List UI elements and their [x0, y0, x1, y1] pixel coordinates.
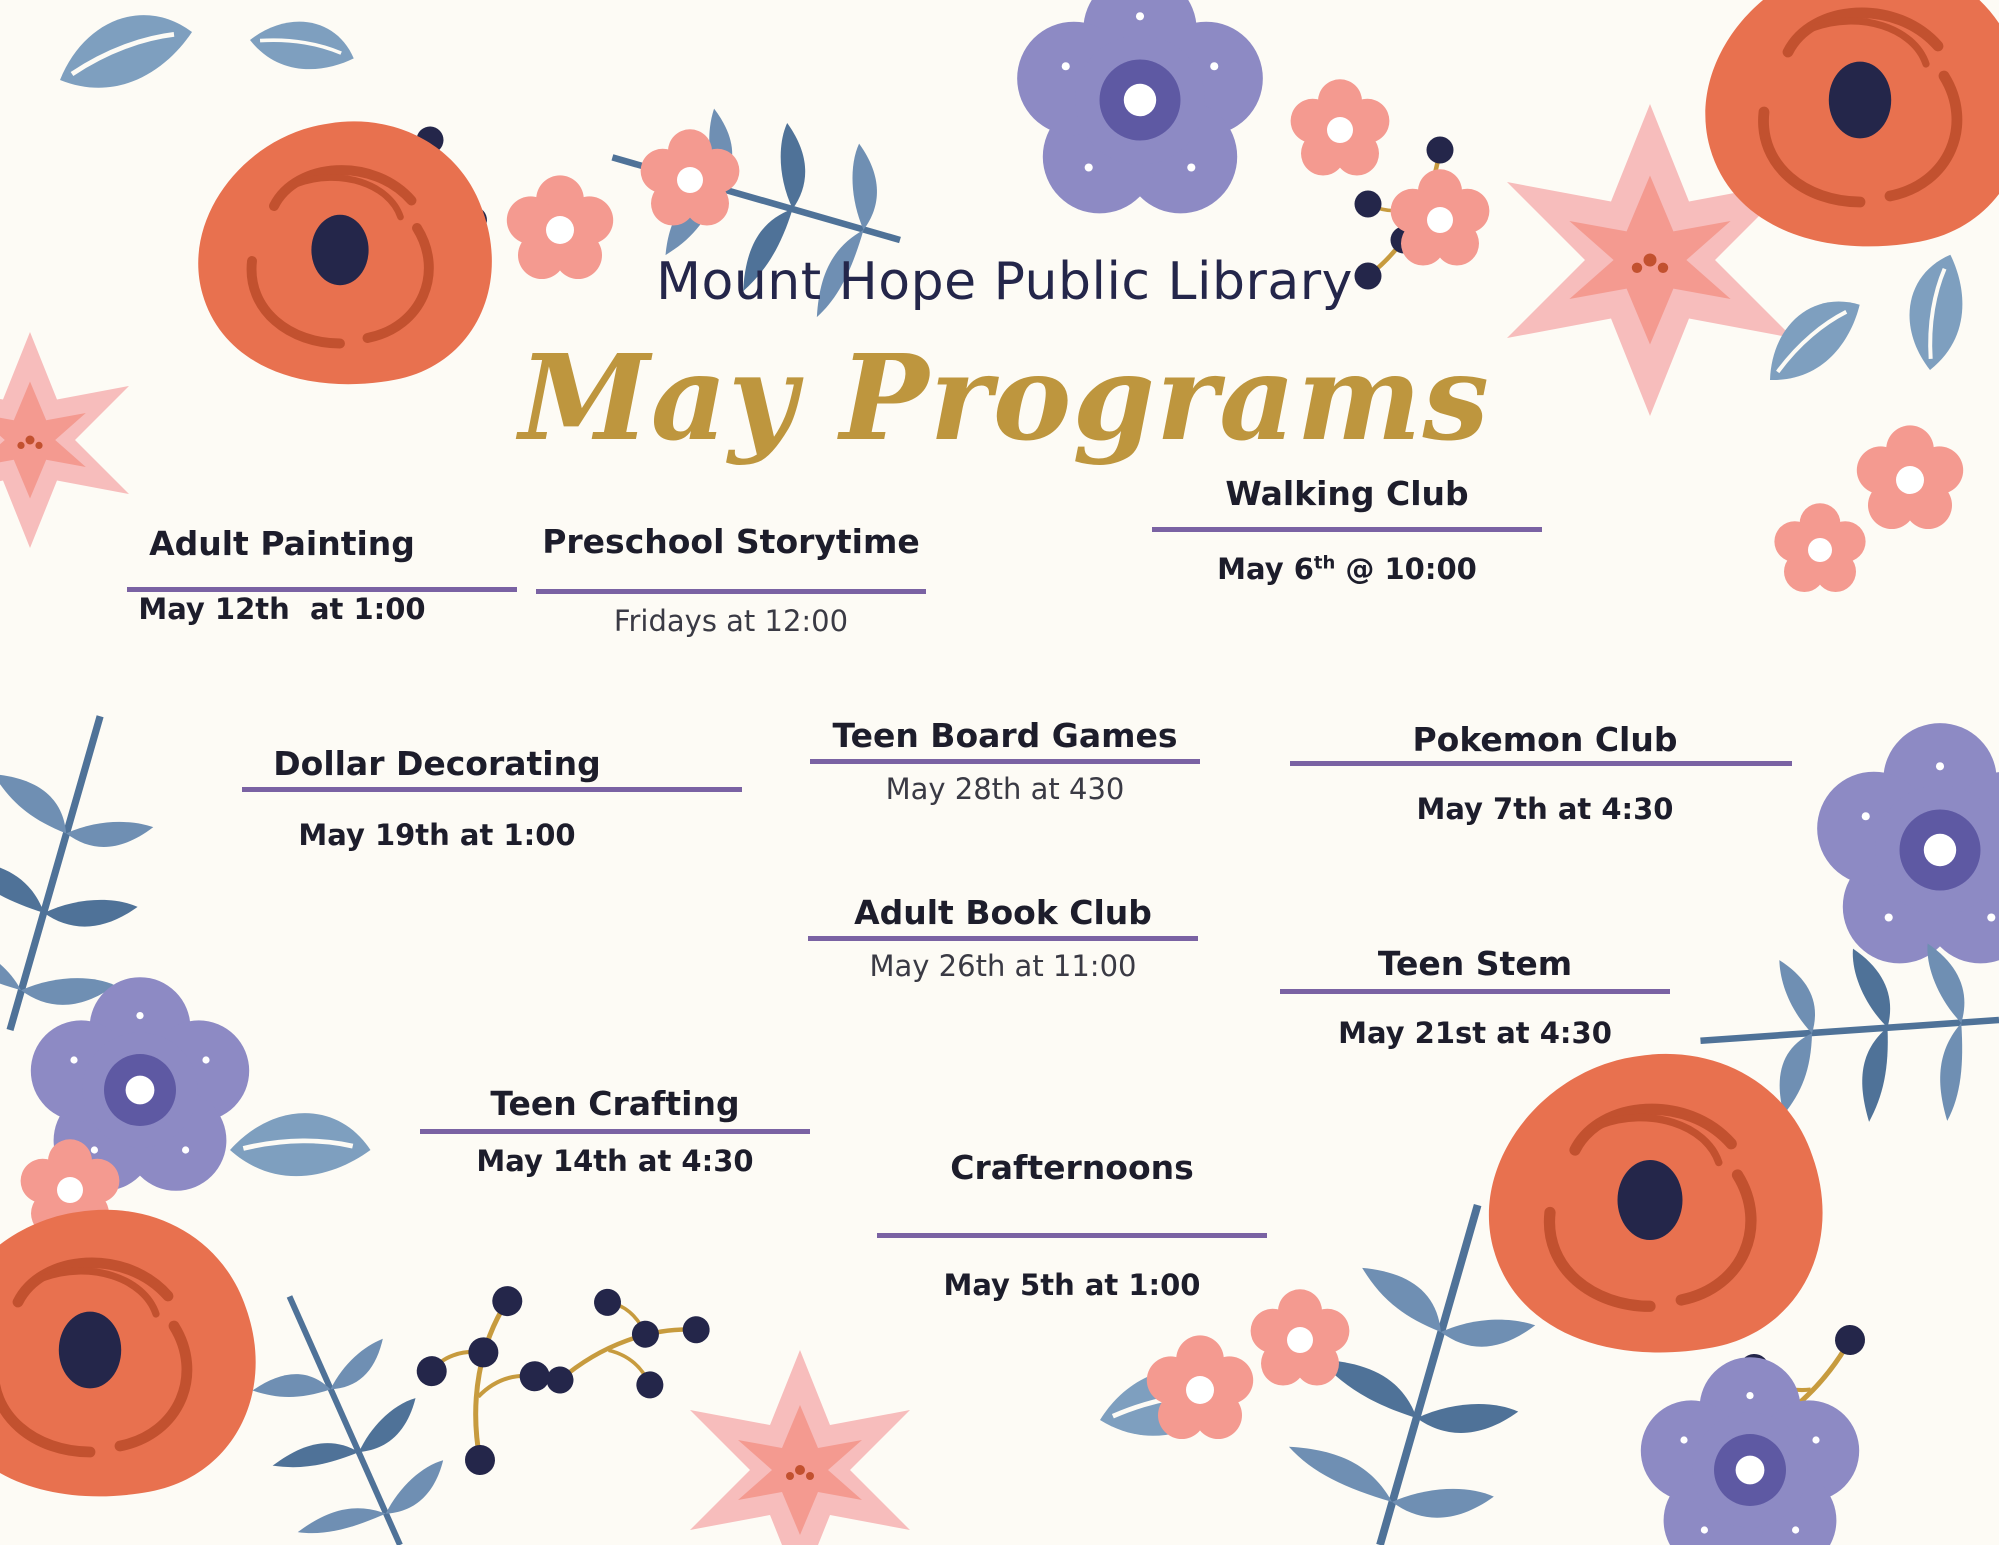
small-pink-flower-icon [1291, 79, 1390, 175]
program-pokemon-club [1290, 720, 1680, 826]
program-name: Adult Painting [149, 524, 415, 563]
program-crafternoons [877, 1148, 1267, 1302]
program-dollar-decorating [242, 744, 632, 852]
divider [808, 936, 1198, 941]
lavender-flower-icon [1641, 1357, 1859, 1545]
program-name: Pokemon Club [1412, 720, 1678, 759]
program-adult-book-club [808, 893, 1198, 983]
blue-leaf-icon [60, 15, 192, 88]
program-date: May 6th @ 10:00 [1217, 552, 1477, 586]
program-date: May 7th at 4:30 [1416, 792, 1674, 826]
program-date: May 19th at 1:00 [298, 818, 576, 852]
lavender-flower-icon [1817, 723, 1999, 963]
program-name: Walking Club [1225, 474, 1469, 513]
program-teen-board-games [810, 716, 1200, 806]
program-name: Teen Board Games [832, 716, 1178, 755]
program-date: May 12th at 1:00 [138, 592, 426, 626]
small-pink-flower-icon [1251, 1289, 1350, 1385]
pink-star-flower-icon [690, 1350, 910, 1545]
program-name: Teen Stem [1377, 944, 1573, 983]
divider [877, 1233, 1267, 1238]
program-walking-club [1152, 474, 1542, 586]
divider [1152, 527, 1542, 532]
program-date: May 28th at 430 [885, 772, 1125, 806]
program-adult-painting [127, 524, 517, 626]
program-date: May 14th at 4:30 [476, 1144, 754, 1178]
program-date: May 5th at 1:00 [943, 1268, 1201, 1302]
program-date: Fridays at 12:00 [613, 604, 849, 638]
program-name: Adult Book Club [854, 893, 1152, 932]
program-preschool-storytime [536, 522, 926, 638]
divider [810, 759, 1200, 764]
lavender-flower-icon [1017, 0, 1263, 213]
program-name: Dollar Decorating [273, 744, 601, 783]
page-title: May Programs [519, 328, 1490, 467]
coral-rose-icon [1489, 1054, 1823, 1353]
berry-sprig-icon [531, 1256, 716, 1446]
program-date: May 26th at 11:00 [869, 949, 1137, 983]
program-date: May 21st at 4:30 [1338, 1016, 1612, 1050]
library-name: Mount Hope Public Library [656, 252, 1353, 312]
small-pink-flower-icon [1774, 503, 1865, 592]
coral-rose-icon [0, 1210, 256, 1497]
blue-leaf-icon [247, 0, 360, 95]
program-name: Teen Crafting [490, 1084, 740, 1123]
small-pink-flower-icon [1147, 1335, 1253, 1439]
program-name: Preschool Storytime [542, 522, 920, 561]
divider [1280, 989, 1670, 994]
divider [536, 589, 926, 594]
blue-leaf-icon [227, 1089, 376, 1202]
divider [242, 787, 742, 792]
program-name: Crafternoons [950, 1148, 1194, 1187]
program-teen-stem [1280, 944, 1670, 1050]
divider [1290, 761, 1792, 766]
divider [420, 1129, 810, 1134]
program-teen-crafting [420, 1084, 810, 1178]
